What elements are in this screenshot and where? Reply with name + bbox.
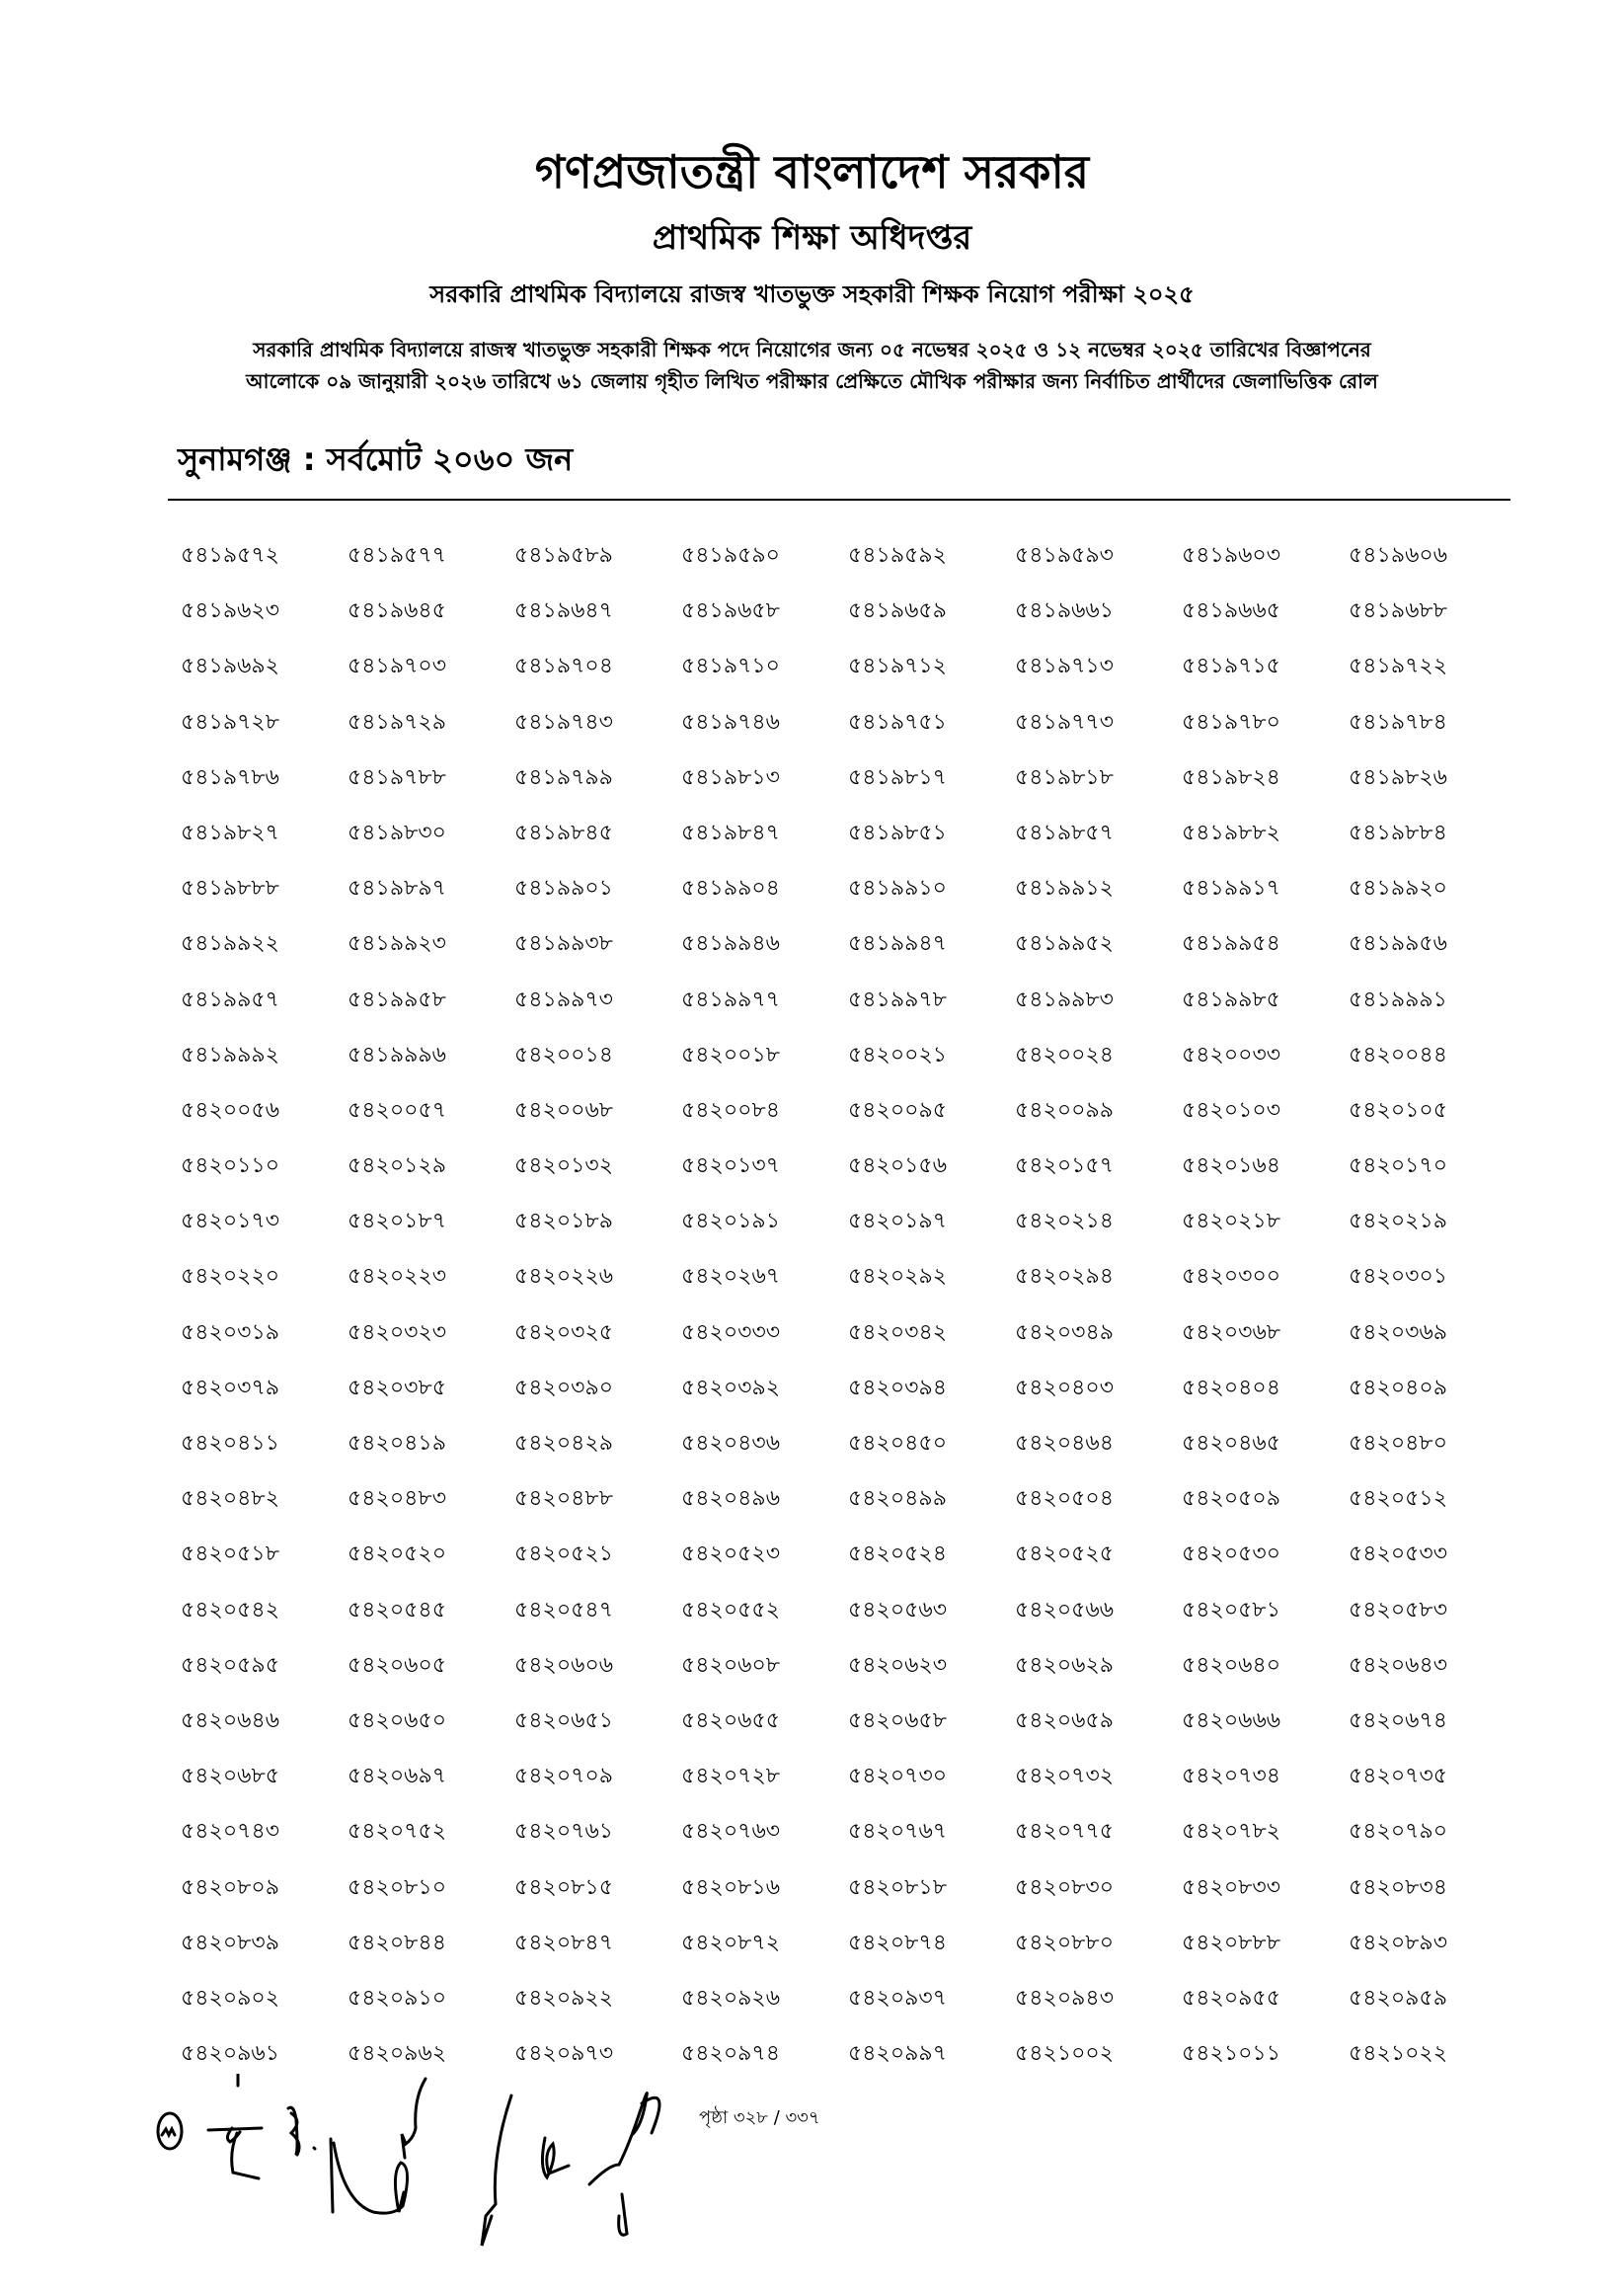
roll-number: ৫৪১৯৯২৩ xyxy=(348,931,446,957)
roll-number: ৫৪২০৫০৯ xyxy=(1182,1486,1281,1512)
roll-row xyxy=(181,1371,1515,1426)
roll-number: ৫৪২০৬৫০ xyxy=(348,1707,447,1733)
roll-row xyxy=(181,705,1515,760)
roll-row xyxy=(181,926,1515,982)
roll-number: ৫৪২০৬৭৪ xyxy=(1349,1707,1448,1733)
roll-number: ৫৪২১০০২ xyxy=(1015,2041,1115,2067)
exam-title: সরকারি প্রাথমিক বিদ্যালয়ে রাজস্ব খাতভুক্ত সহকারী শিক্ষক নিয়োগ পরীক্ষা ২০২৫ xyxy=(429,280,1195,308)
roll-number: ৫৪২০৫৪৭ xyxy=(514,1597,614,1622)
roll-number: ৫৪১৯৬৪৫ xyxy=(348,598,446,624)
roll-row xyxy=(181,1870,1515,1926)
roll-number: ৫৪২০০৪৪ xyxy=(1349,1042,1448,1067)
roll-number: ৫৪২০৭৫২ xyxy=(348,1819,447,1845)
roll-number: ৫৪১৯৯৫২ xyxy=(1015,931,1114,957)
roll-number: ৫৪২০৪৫০ xyxy=(848,1431,948,1456)
roll-number: ৫৪২০৪০৩ xyxy=(1015,1375,1115,1400)
roll-number: ৫৪২০৪৮২ xyxy=(181,1486,280,1512)
roll-number: ৫৪২০৮৩৯ xyxy=(181,1930,280,1955)
roll-number: ৫৪১৯৮৮২ xyxy=(1182,820,1280,845)
roll-number: ৫৪১৯৯৮৩ xyxy=(1015,987,1114,1012)
roll-row xyxy=(181,983,1515,1038)
roll-number: ৫৪১৯৫৭২ xyxy=(181,543,279,568)
roll-number: ৫৪২০৮১৮ xyxy=(848,1874,947,1900)
roll-number: ৫৪২০৫২৫ xyxy=(1015,1542,1115,1567)
roll-number: ৫৪১৯৮১৮ xyxy=(1015,764,1114,790)
signature-6 xyxy=(482,2095,511,2246)
roll-number: ৫৪২০৮৪৭ xyxy=(514,1930,614,1955)
roll-number: ৫৪২০৬৬৬ xyxy=(1182,1707,1281,1733)
roll-number: ৫৪২০০১৮ xyxy=(681,1042,781,1067)
roll-number: ৫৪২০৬৪৬ xyxy=(181,1707,280,1733)
roll-row xyxy=(181,1814,1515,1869)
roll-number: ৫৪২০৫৪৫ xyxy=(348,1597,446,1622)
signature-2 xyxy=(208,2074,262,2178)
roll-number: ৫৪২০৮৩৪ xyxy=(1349,1874,1448,1900)
roll-row xyxy=(181,1204,1515,1259)
signature-7 xyxy=(542,2138,569,2177)
roll-number: ৫৪২০১১০ xyxy=(181,1153,280,1179)
roll-number: ৫৪২০৫২৪ xyxy=(848,1542,948,1567)
roll-number: ৫৪২০৮১০ xyxy=(348,1874,447,1900)
roll-number: ৫৪১৯৯৩৮ xyxy=(514,931,613,957)
roll-number: ৫৪১৯৮৪৫ xyxy=(514,820,613,845)
roll-number: ৫৪২০১৩২ xyxy=(514,1153,614,1179)
roll-row xyxy=(181,1426,1515,1481)
roll-number: ৫৪১৯৮৪৭ xyxy=(681,820,780,845)
roll-row xyxy=(181,760,1515,816)
roll-number: ৫৪২০৫১৮ xyxy=(181,1542,279,1567)
roll-number: ৫৪২০৩৪২ xyxy=(848,1319,948,1345)
roll-number: ৫৪২০৩৯৪ xyxy=(848,1375,948,1400)
roll-number: ৫৪১৯৭১২ xyxy=(848,654,947,679)
roll-row xyxy=(181,1703,1515,1759)
roll-number: ৫৪১৯৫৯০ xyxy=(681,543,780,568)
roll-number: ৫৪২০২৯৪ xyxy=(1015,1264,1115,1290)
roll-number: ৫৪২০৯২২ xyxy=(514,1985,614,2011)
roll-number: ৫৪১৯৮৫১ xyxy=(848,820,947,845)
roll-number: ৫৪১৯৯১৭ xyxy=(1182,876,1280,902)
roll-number: ৫৪২০৩০১ xyxy=(1349,1264,1448,1290)
roll-number: ৫৪২০৭৯০ xyxy=(1349,1819,1448,1845)
roll-number: ৫৪২০৯৭৩ xyxy=(514,2041,614,2067)
roll-number: ৫৪১৯৮৯৭ xyxy=(348,876,446,902)
roll-number: ৫৪১৯৬৬১ xyxy=(1015,598,1114,624)
roll-number: ৫৪২০৮৮৮ xyxy=(1182,1930,1280,1955)
roll-number: ৫৪১৯৯০৪ xyxy=(681,876,780,902)
roll-number: ৫৪২০৭৭৫ xyxy=(1015,1819,1115,1845)
roll-number: ৫৪২০৩২৩ xyxy=(348,1319,447,1345)
roll-number: ৫৪২০১৩৭ xyxy=(681,1153,781,1179)
roll-number: ৫৪২০৪৯৯ xyxy=(848,1486,947,1512)
roll-number: ৫৪২০৫৫২ xyxy=(681,1597,781,1622)
roll-number: ৫৪২০৬৪০ xyxy=(1182,1652,1281,1678)
roll-number: ৫৪২০৫৩০ xyxy=(1182,1542,1281,1567)
roll-row xyxy=(181,1537,1515,1592)
roll-number: ৫৪১৯৭০৪ xyxy=(514,654,613,679)
roll-number: ৫৪২০৫৩৩ xyxy=(1349,1542,1448,1567)
roll-number: ৫৪২০৪০৯ xyxy=(1349,1375,1448,1400)
roll-number: ৫৪১৯৬০৬ xyxy=(1349,543,1448,568)
roll-number: ৫৪১৯৭২৮ xyxy=(181,709,279,735)
roll-number: ৫৪১৯৭৮৪ xyxy=(1349,709,1447,735)
roll-number: ৫৪২০১৮৯ xyxy=(514,1209,613,1234)
signature-4 xyxy=(331,2139,408,2213)
notice-line-2: আলোকে ০৯ জানুয়ারী ২০২৬ তারিখে ৬১ জেলায় গৃহীত লিখিত পরীক্ষার প্রেক্ষিতে মৌখিক পরীক্ষার জন্য নির্বাচিত প্রার্থীদের জেলাভিত্তিক রোল xyxy=(246,369,1378,393)
page-number: পৃষ্ঠা ৩২৮ / ৩৩৭ xyxy=(699,2107,820,2128)
signature-8 xyxy=(589,2094,659,2236)
roll-number: ৫৪২০৮১৬ xyxy=(681,1874,781,1900)
roll-number: ৫৪২০৬৫৯ xyxy=(1015,1707,1115,1733)
roll-number: ৫৪২০৯৫৫ xyxy=(1182,1985,1280,2011)
roll-number: ৫৪১৯৮৮৮ xyxy=(181,876,279,902)
roll-number: ৫৪১৯৭৪৩ xyxy=(514,709,613,735)
roll-number: ৫৪২০৪৮৩ xyxy=(348,1486,447,1512)
roll-number: ৫৪২০০১৪ xyxy=(514,1042,614,1067)
roll-row xyxy=(181,1093,1515,1148)
roll-number: ৫৪১৯৭১৫ xyxy=(1182,654,1280,679)
roll-number: ৫৪২০৩৬৮ xyxy=(1182,1319,1281,1345)
roll-number: ৫৪১৯৬৫৯ xyxy=(848,598,947,624)
roll-number: ৫৪২০৪৬৫ xyxy=(1182,1431,1281,1456)
roll-row xyxy=(181,1926,1515,1981)
roll-row xyxy=(181,1038,1515,1093)
roll-number: ৫৪২০৬০৮ xyxy=(681,1652,781,1678)
roll-number: ৫৪২০৬৫৫ xyxy=(681,1707,781,1733)
roll-number: ৫৪১৯৭১৩ xyxy=(1015,654,1114,679)
roll-number: ৫৪১৯৯৭৮ xyxy=(848,987,947,1012)
roll-number: ৫৪২০৮৯৩ xyxy=(1349,1930,1448,1955)
roll-number: ৫৪২০৭৩৪ xyxy=(1182,1764,1281,1789)
roll-number: ৫৪১৯৯৪৭ xyxy=(848,931,947,957)
roll-number: ৫৪২০৪৮০ xyxy=(1349,1431,1448,1456)
roll-number: ৫৪২০৫১২ xyxy=(1349,1486,1448,1512)
roll-number: ৫৪২০৮০৯ xyxy=(181,1874,280,1900)
roll-number: ৫৪১৯৯১০ xyxy=(848,876,947,902)
roll-number: ৫৪২০৭৬৭ xyxy=(848,1819,948,1845)
roll-number: ৫৪২০৯৯৭ xyxy=(848,2041,948,2067)
roll-number: ৫৪১৯৭৮৮ xyxy=(348,764,446,790)
roll-number: ৫৪২০৬০৫ xyxy=(348,1652,447,1678)
roll-number: ৫৪২০১৮৭ xyxy=(348,1209,447,1234)
roll-number: ৫৪১৯৭০৩ xyxy=(348,654,447,679)
roll-number: ৫৪২০৭০৯ xyxy=(514,1764,614,1789)
roll-number: ৫৪১৯৯৫৭ xyxy=(181,987,279,1012)
roll-number: ৫৪২০৭২৮ xyxy=(681,1764,781,1789)
roll-number: ৫৪২০৩৩৩ xyxy=(681,1319,781,1345)
roll-number: ৫৪১৯৬৬৫ xyxy=(1182,598,1280,624)
roll-number: ৫৪২০৪৮৮ xyxy=(514,1486,613,1512)
roll-number: ৫৪২০০৫৭ xyxy=(348,1097,447,1123)
roll-number: ৫৪২০০২১ xyxy=(848,1042,948,1067)
roll-row xyxy=(181,1648,1515,1703)
roll-number: ৫৪২০৫৯৫ xyxy=(181,1652,279,1678)
roll-number: ৫৪২০৬৫৮ xyxy=(848,1707,948,1733)
roll-number: ৫৪২০৭৩০ xyxy=(848,1764,948,1789)
roll-number: ৫৪২০৩১৯ xyxy=(181,1319,280,1345)
roll-number: ৫৪১৯৬২৩ xyxy=(181,598,280,624)
roll-number: ৫৪২০৩৭৯ xyxy=(181,1375,280,1400)
notice-line-1: সরকারি প্রাথমিক বিদ্যালয়ে রাজস্ব খাতভুক্ত সহকারী শিক্ষক পদে নিয়োগের জন্য ০৫ নভেম্বর ২০২৫ ও ১২ নভেম্বর ২০২৫ তারিখের বিজ্ঞাপনের xyxy=(253,338,1371,361)
roll-number: ৫৪২০০৮৪ xyxy=(681,1097,781,1123)
roll-number: ৫৪১৯৯৫৪ xyxy=(1182,931,1280,957)
roll-number: ৫৪২০১৭৩ xyxy=(181,1209,280,1234)
roll-number: ৫৪২০১৫৬ xyxy=(848,1153,948,1179)
heading-divider xyxy=(168,499,1510,501)
roll-number: ৫৪২০১০৩ xyxy=(1182,1097,1281,1123)
roll-number: ৫৪১৯৯১২ xyxy=(1015,876,1114,902)
roll-number: ৫৪২০২১৯ xyxy=(1349,1209,1448,1234)
roll-number: ৫৪২০৭৩৫ xyxy=(1349,1764,1448,1789)
roll-number-grid xyxy=(181,538,1515,2092)
roll-number: ৫৪২০১০৫ xyxy=(1349,1097,1448,1123)
roll-number: ৫৪২০৮৪৪ xyxy=(348,1930,446,1955)
roll-number: ৫৪২০২৯২ xyxy=(848,1264,948,1290)
roll-number: ৫৪১৯৭৭৩ xyxy=(1015,709,1115,735)
roll-number: ৫৪২০৯১০ xyxy=(348,1985,447,2011)
roll-number: ৫৪২০২২৬ xyxy=(514,1264,614,1290)
roll-number: ৫৪১৯৬০৩ xyxy=(1182,543,1281,568)
roll-number: ৫৪২০৪৬৪ xyxy=(1015,1431,1115,1456)
roll-number: ৫৪২০৮৭৪ xyxy=(848,1930,948,1955)
roll-number: ৫৪২০৬২৯ xyxy=(1015,1652,1115,1678)
roll-number: ৫৪২০৬০৬ xyxy=(514,1652,614,1678)
roll-row xyxy=(181,1759,1515,1814)
roll-number: ৫৪১৯৯২২ xyxy=(181,931,279,957)
roll-number: ৫৪২০৯৬২ xyxy=(348,2041,447,2067)
roll-number: ৫৪১৯৫৯৩ xyxy=(1015,543,1114,568)
roll-number: ৫৪১৯৯৪৬ xyxy=(681,931,780,957)
roll-number: ৫৪২০৯৫৯ xyxy=(1349,1985,1447,2011)
roll-number: ৫৪২০৬৫১ xyxy=(514,1707,614,1733)
roll-number: ৫৪২০১২৯ xyxy=(348,1153,447,1179)
roll-number: ৫৪২০৪০৪ xyxy=(1182,1375,1281,1400)
roll-number: ৫৪১৯৬৮৮ xyxy=(1349,598,1447,624)
roll-row xyxy=(181,871,1515,926)
roll-number: ৫৪২০০৬৮ xyxy=(514,1097,614,1123)
government-title: গণপ্রজাতন্ত্রী বাংলাদেশ সরকার xyxy=(534,145,1090,198)
roll-number: ৫৪২০৫২৩ xyxy=(681,1542,781,1567)
roll-number: ৫৪১৯৯৯৬ xyxy=(348,1042,446,1067)
roll-number: ৫৪২০৬৯৭ xyxy=(348,1764,447,1789)
roll-number: ৫৪১৯৭২২ xyxy=(1349,654,1448,679)
roll-number: ৫৪১৯৮৮৪ xyxy=(1349,820,1447,845)
roll-number: ৫৪১৯৯৫৬ xyxy=(1349,931,1447,957)
roll-number: ৫৪২০৮৩০ xyxy=(1015,1874,1115,1900)
roll-number: ৫৪২০৫৮১ xyxy=(1182,1597,1280,1622)
roll-number: ৫৪১৯৯২০ xyxy=(1349,876,1447,902)
roll-number: ৫৪২০৪১১ xyxy=(181,1431,279,1456)
roll-number: ৫৪২০৭৩২ xyxy=(1015,1764,1115,1789)
roll-number: ৫৪২০২২০ xyxy=(181,1264,280,1290)
roll-number: ৫৪২০১৭০ xyxy=(1349,1153,1448,1179)
roll-number: ৫৪২০৮৮০ xyxy=(1015,1930,1115,1955)
roll-number: ৫৪২০৪৩৬ xyxy=(681,1431,781,1456)
roll-number: ৫৪২০২১৮ xyxy=(1182,1209,1281,1234)
roll-number: ৫৪২০৯০২ xyxy=(181,1985,280,2011)
roll-number: ৫৪২০৬২৩ xyxy=(848,1652,948,1678)
roll-number: ৫৪২০১৬৪ xyxy=(1182,1153,1281,1179)
roll-number: ৫৪১৯৮২৭ xyxy=(181,820,279,845)
roll-number: ৫৪২০৩০০ xyxy=(1182,1264,1281,1290)
roll-row xyxy=(181,1315,1515,1371)
signatures xyxy=(0,2074,1624,2293)
roll-number: ৫৪২০০৯৯ xyxy=(1015,1097,1115,1123)
roll-number: ৫৪২০৪২৯ xyxy=(514,1431,614,1456)
roll-number: ৫৪২০৯৩৭ xyxy=(848,1985,948,2011)
roll-number: ৫৪২০৮১৫ xyxy=(514,1874,613,1900)
roll-number: ৫৪২০৭৪৩ xyxy=(181,1819,280,1845)
roll-number: ৫৪১৯৬৫৮ xyxy=(681,598,780,624)
roll-number: ৫৪১৯৯৮৫ xyxy=(1182,987,1280,1012)
roll-number: ৫৪২০১৯৭ xyxy=(848,1209,948,1234)
roll-row xyxy=(181,649,1515,704)
roll-number: ৫৪২০৯২৬ xyxy=(681,1985,781,2011)
roll-number: ৫৪১৯৭৪৬ xyxy=(681,709,780,735)
roll-number: ৫৪১৯৯৭৩ xyxy=(514,987,613,1012)
roll-number: ৫৪১৯৭৮৬ xyxy=(181,764,279,790)
roll-number: ৫৪১৯৬৪৭ xyxy=(514,598,613,624)
roll-number: ৫৪২০৮৭২ xyxy=(681,1930,781,1955)
roll-row xyxy=(181,593,1515,649)
roll-number: ৫৪২০৫৮৩ xyxy=(1349,1597,1448,1622)
roll-number: ৫৪১৯৯০১ xyxy=(514,876,613,902)
roll-number: ৫৪১৯৮১৩ xyxy=(681,764,780,790)
roll-number: ৫৪২১০১১ xyxy=(1182,2041,1280,2067)
roll-number: ৫৪২০৭৮২ xyxy=(1182,1819,1281,1845)
roll-number: ৫৪১৯৭৮০ xyxy=(1182,709,1280,735)
roll-number: ৫৪২০৪৯৬ xyxy=(681,1486,781,1512)
roll-number: ৫৪১৯৮২৬ xyxy=(1349,764,1447,790)
roll-number: ৫৪২০০২৪ xyxy=(1015,1042,1115,1067)
roll-number: ৫৪১৯৭১০ xyxy=(681,654,780,679)
department-title: প্রাথমিক শিক্ষা অধিদপ্তর xyxy=(652,218,972,258)
roll-number: ৫৪১৯৬৯২ xyxy=(181,654,279,679)
roll-row xyxy=(181,1593,1515,1648)
roll-number: ৫৪১৯৮৫৭ xyxy=(1015,820,1114,845)
roll-number: ৫৪২০১৯১ xyxy=(681,1209,780,1234)
roll-number: ৫৪২০২২৩ xyxy=(348,1264,447,1290)
roll-number: ৫৪২০৯৪৩ xyxy=(1015,1985,1115,2011)
roll-number: ৫৪২০৩৯২ xyxy=(681,1375,781,1400)
roll-number: ৫৪১৯৮২৪ xyxy=(1182,764,1280,790)
roll-number: ৫৪২০৩৬৯ xyxy=(1349,1319,1448,1345)
roll-number: ৫৪২০৯৬১ xyxy=(181,2041,280,2067)
signature-5 xyxy=(402,2079,425,2158)
roll-row xyxy=(181,538,1515,593)
roll-number: ৫৪১৯৭৫১ xyxy=(848,709,947,735)
roll-number: ৫৪২০৭৬১ xyxy=(514,1819,614,1845)
roll-number: ৫৪১৯৭৯৯ xyxy=(514,764,613,790)
roll-number: ৫৪২০৩২৫ xyxy=(514,1319,614,1345)
roll-number: ৫৪২০০৯৫ xyxy=(848,1097,948,1123)
roll-number: ৫৪১৯৮১৭ xyxy=(848,764,947,790)
roll-number: ৫৪২০৬৮৫ xyxy=(181,1764,280,1789)
roll-number: ৫৪২০৯৭৪ xyxy=(681,2041,781,2067)
roll-number: ৫৪১৯৮৩০ xyxy=(348,820,446,845)
roll-number: ৫৪২০৬৪৩ xyxy=(1349,1652,1448,1678)
roll-number: ৫৪১৯৯৯১ xyxy=(1349,987,1447,1012)
roll-number: ৫৪১৯৫৭৭ xyxy=(348,543,446,568)
roll-number: ৫৪২০৫২১ xyxy=(514,1542,614,1567)
roll-number: ৫৪১৯৫৯২ xyxy=(848,543,947,568)
roll-number: ৫৪১৯৭২৯ xyxy=(348,709,446,735)
roll-number: ৫৪২০১৫৭ xyxy=(1015,1153,1115,1179)
roll-number: ৫৪২০৮৩৩ xyxy=(1182,1874,1281,1900)
roll-number: ৫৪১৯৯৭৭ xyxy=(681,987,780,1012)
roll-number: ৫৪২০৭৬৩ xyxy=(681,1819,781,1845)
roll-row xyxy=(181,1981,1515,2036)
roll-number: ৫৪২০০৩৩ xyxy=(1182,1042,1281,1067)
roll-row xyxy=(181,1148,1515,1204)
roll-number: ৫৪২০৪১৯ xyxy=(348,1431,446,1456)
roll-number: ৫৪২০৫০৪ xyxy=(1015,1486,1115,1512)
roll-number: ৫৪২০৫২০ xyxy=(348,1542,447,1567)
roll-number: ৫৪১৯৯৯২ xyxy=(181,1042,279,1067)
roll-number: ৫৪২০৫৬৩ xyxy=(848,1597,948,1622)
roll-row xyxy=(181,1481,1515,1537)
roll-number: ৫৪২০৩৪৯ xyxy=(1015,1319,1115,1345)
roll-number: ৫৪১৯৫৮৯ xyxy=(514,543,613,568)
roll-number: ৫৪২০০৫৬ xyxy=(181,1097,280,1123)
roll-number: ৫৪২১০২২ xyxy=(1349,2041,1448,2067)
roll-row xyxy=(181,1259,1515,1314)
roll-number: ৫৪১৯৯৫৮ xyxy=(348,987,446,1012)
signature-3 xyxy=(288,2107,315,2155)
district-heading: সুনামগঞ্জ : সর্বমোট ২০৬০ জন xyxy=(178,440,574,478)
roll-number: ৫৪২০২১৪ xyxy=(1015,1209,1115,1234)
roll-number: ৫৪২০৩৯০ xyxy=(514,1375,614,1400)
roll-number: ৫৪২০৩৮৫ xyxy=(348,1375,447,1400)
roll-number: ৫৪২০৫৪২ xyxy=(181,1597,280,1622)
signature-1 xyxy=(158,2113,182,2149)
roll-row xyxy=(181,816,1515,871)
roll-number: ৫৪২০২৬৭ xyxy=(681,1264,781,1290)
roll-number: ৫৪২০৫৬৬ xyxy=(1015,1597,1115,1622)
